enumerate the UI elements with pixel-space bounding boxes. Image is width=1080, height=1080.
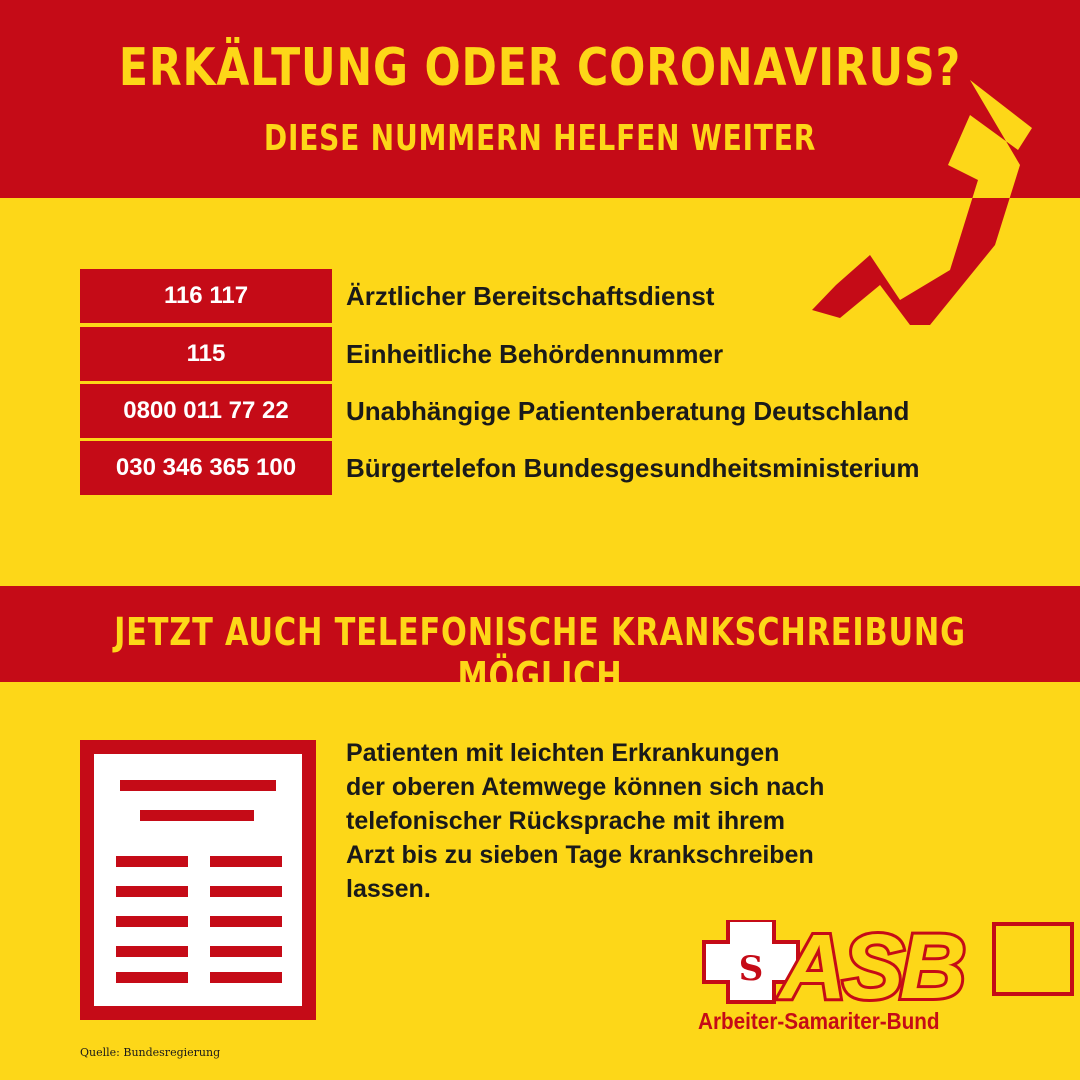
hotline-number: 115: [80, 327, 332, 381]
document-icon: [80, 740, 316, 1020]
hotline-row: [80, 269, 1080, 323]
info-line: telefonischer Rücksprache mit ihrem: [346, 807, 786, 835]
info-line: der oberen Atemwege können sich nach: [346, 773, 825, 801]
hotline-row: [80, 327, 1080, 381]
hotline-number: 0800 011 77 22: [80, 384, 332, 438]
hotline-label: Einheitliche Behördennummer: [346, 339, 724, 369]
hotline-row: [80, 441, 1080, 495]
info-paragraph: [346, 736, 946, 906]
logo-cross-letter: S: [738, 949, 764, 989]
hotline-label: Unabhängige Patientenberatung Deutschland: [346, 396, 910, 426]
info-line: lassen.: [346, 875, 431, 903]
hotline-number: 030 346 365 100: [80, 441, 332, 495]
source-note: Quelle: Bundesregierung: [80, 1046, 221, 1059]
hotline-label: Bürgertelefon Bundesgesundheitsministerium: [346, 453, 920, 483]
info-line: Arzt bis zu sieben Tage krankschreiben: [346, 841, 814, 869]
logo-letters: ASB: [780, 920, 963, 1018]
headline: ERKÄLTUNG ODER CORONAVIRUS?: [118, 38, 962, 98]
hotline-label: Ärztlicher Bereitschaftsdienst: [346, 281, 715, 311]
hotline-number: 116 117: [80, 269, 332, 323]
subheadline: DIESE NUMMERN HELFEN WEITER: [263, 118, 817, 159]
section-title: JETZT AUCH TELEFONISCHE KRANKSCHREIBUNG MÖGLICH: [114, 610, 966, 698]
hotline-row: [80, 384, 1080, 438]
info-line: Patienten mit leichten Erkrankungen: [346, 739, 780, 767]
logo-caption: Arbeiter-Samariter-Bund: [698, 1008, 940, 1034]
